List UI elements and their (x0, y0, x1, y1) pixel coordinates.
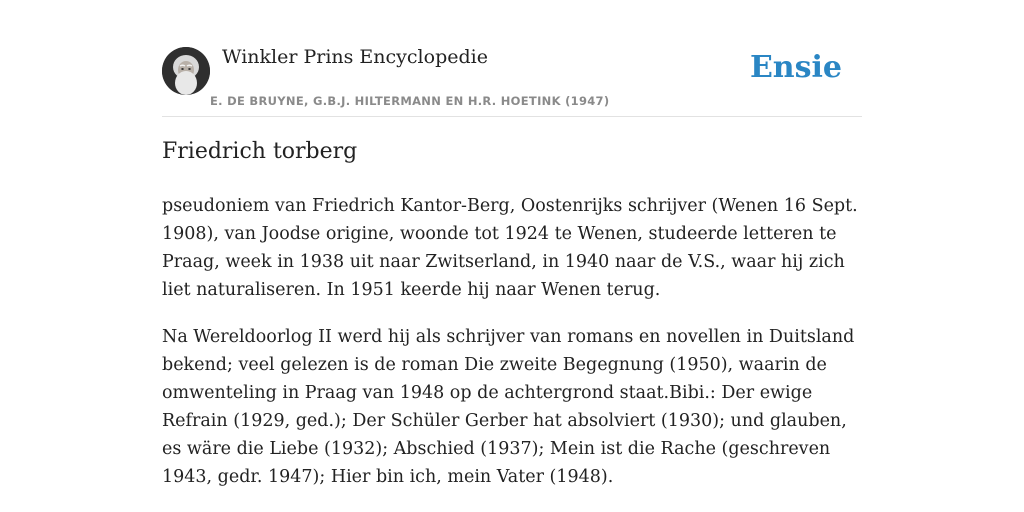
author-avatar[interactable] (162, 47, 210, 95)
article-body (162, 192, 862, 510)
portrait-image (162, 47, 210, 95)
brand-logo[interactable]: Ensie (749, 50, 842, 85)
article-paragraph: pseudoniem van Friedrich Kantor-Berg, Oostenrijks schrijver (Wenen 16 Sept. 1908), van Joodse origine, woonde tot 1924 te Wenen, studeerde letteren te Praag, week in 1938 uit naar Zwitserland, in 1940 naar de V.S., waar hij zich liet naturaliseren. In 1951 keerde hij naar Wenen terug. (162, 196, 858, 300)
article-paragraph: Na Wereldoorlog II werd hij als schrijver van romans en novellen in Duitsland bekend; veel gelezen is de roman Die zweite Begegnung (1950), waarin de omwenteling in Praag van 1948 op de achtergrond staat.Bibi.: Der ewige Refrain (1929, ged.); Der Schüler Gerber hat absolviert (1930); und glauben, es wäre die Liebe (1932); Abschied (1937); Mein ist die Rache (geschreven 1943, gedr. 1947); Hier bin ich, mein Vater (1948). (162, 327, 855, 487)
article-title: Friedrich torberg (162, 139, 358, 164)
source-header (162, 40, 862, 117)
source-title[interactable]: Winkler Prins Encyclopedie (222, 46, 488, 68)
source-authors: E. DE BRUYNE, G.B.J. HILTERMANN EN H.R. HOETINK (1947) (210, 94, 610, 108)
